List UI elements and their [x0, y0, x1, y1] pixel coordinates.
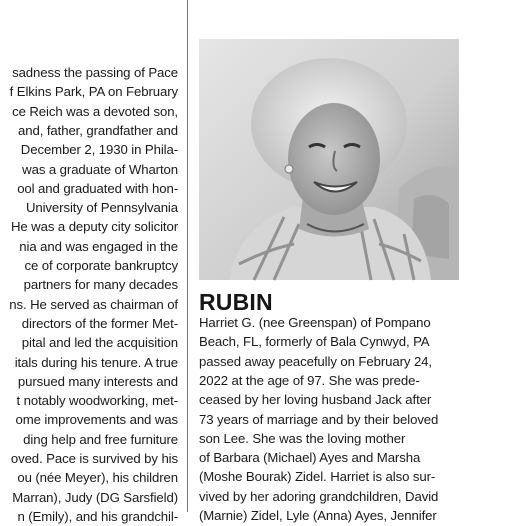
obituary-text-line: son Lee. She was the loving mother	[199, 430, 406, 446]
left-obituary-column	[0, 0, 182, 524]
obituary-text-line: of Barbara (Michael) Ayes and Marsha	[199, 450, 421, 466]
obituary-text-line: ceased by her loving husband Jack after	[199, 392, 432, 408]
obituary-text-line: (Moshe Bourak) Zidel. Harriet is also sur-	[199, 469, 436, 485]
left-text-line: ce of corporate bankruptcy	[24, 258, 178, 273]
left-text-line: partners for many decades	[23, 277, 178, 293]
left-text-line: pital and led the acquisition	[21, 335, 178, 351]
left-text-line: ding help and free furniture	[23, 431, 178, 447]
obituary-text-line: Beach, FL, formerly of Bala Cynwyd, PA	[199, 334, 430, 350]
left-text-line: ou (née Meyer), his children	[17, 470, 178, 486]
left-text-line: Marran), Judy (DG Sarsfield)	[12, 489, 178, 505]
portrait-photo	[199, 39, 459, 280]
left-text-line: University of Pennsylvania	[25, 200, 178, 216]
left-text-line: He was a deputy city solicitor	[10, 219, 178, 235]
column-divider	[187, 0, 188, 512]
left-text-line: directors of the former Met-	[21, 315, 178, 331]
left-text-line: ce Reich was a devoted son,	[12, 103, 178, 119]
obituary-heading: RUBIN	[199, 289, 273, 315]
left-text-line: ns. He served as chairman of	[9, 296, 178, 312]
left-text-line: ool and graduated with hon-	[17, 180, 178, 196]
obituary-text-line: 2022 at the age of 97. She was prede-	[199, 372, 420, 388]
left-text-line: n (Emily), and his grandchil-	[17, 508, 178, 524]
left-text-line: and, father, grandfather and	[18, 122, 178, 138]
left-text-line: December 2, 1930 in Phila-	[20, 142, 178, 158]
left-text-line: f Elkins Park, PA on February	[9, 84, 178, 100]
left-text-line: ome improvements and was	[15, 412, 178, 428]
left-text-line: t notably woodworking, met-	[16, 393, 178, 409]
obituary-text-line: passed away peacefully on February 24,	[199, 353, 432, 369]
obituary-text-line: Harriet G. (nee Greenspan) of Pompano	[199, 315, 431, 330]
obituary-text-line: vived by her adoring grandchildren, David	[199, 488, 439, 504]
left-text-line: nia and was engaged in the	[19, 238, 178, 254]
rubin-obituary-column	[199, 0, 459, 523]
left-text-line: pursued many interests and	[17, 373, 178, 389]
obituary-text-line: 73 years of marriage and by their beloved	[199, 411, 439, 427]
obituary-text-line: (Marnie) Zidel, Lyle (Anna) Ayes, Jennifer	[199, 508, 437, 523]
left-text-line: was a graduate of Wharton	[22, 161, 178, 177]
left-text-line: sadness the passing of Pace	[12, 65, 178, 80]
left-text-line: itals during his tenure. A true	[14, 354, 178, 370]
left-text-line: oved. Pace is survived by his	[10, 451, 178, 466]
